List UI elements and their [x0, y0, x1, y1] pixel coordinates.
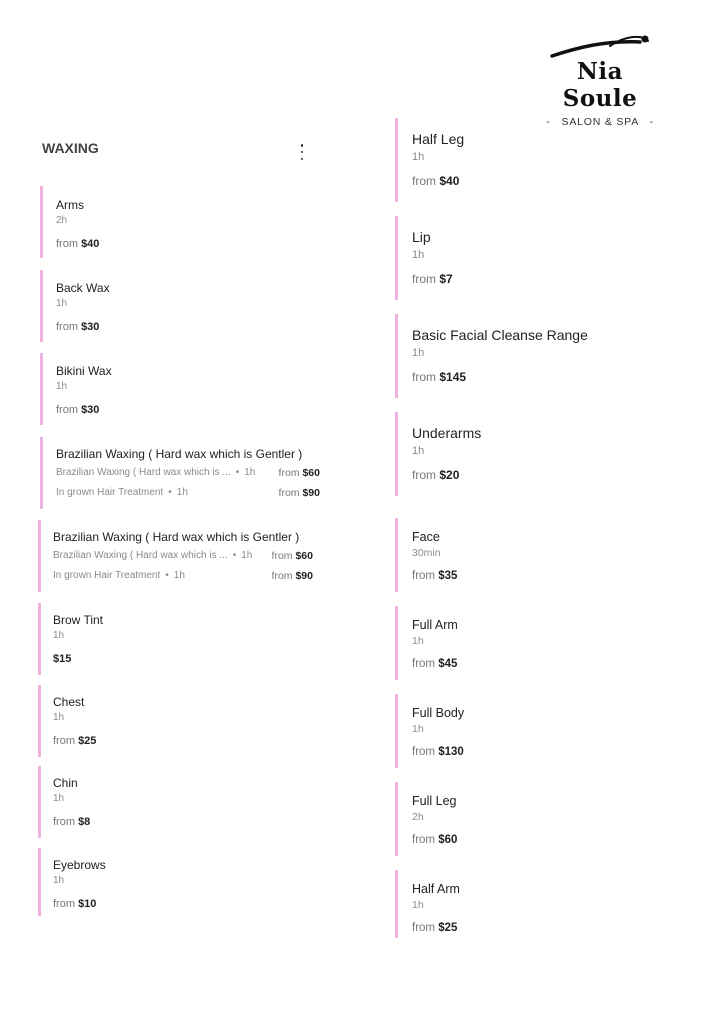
- service-duration: 1h: [412, 899, 424, 911]
- service-price: from $30: [56, 404, 100, 416]
- service-duration: 1h: [53, 793, 65, 804]
- service-card[interactable]: [395, 870, 685, 938]
- service-price: from $145: [412, 370, 467, 384]
- service-option[interactable]: Brazilian Waxing ( Hard wax which is ... • 1h from $60: [53, 550, 313, 562]
- service-name: Arms: [56, 198, 84, 212]
- service-name: Lip: [412, 229, 431, 245]
- service-price: from $25: [412, 922, 458, 934]
- service-card[interactable]: [38, 603, 313, 675]
- service-name: Brazilian Waxing ( Hard wax which is Gentler ): [56, 447, 303, 461]
- service-duration: 1h: [412, 635, 424, 647]
- service-card[interactable]: [395, 694, 685, 768]
- service-card[interactable]: [395, 412, 685, 496]
- service-price: from $8: [53, 816, 91, 828]
- service-card[interactable]: [395, 216, 685, 300]
- service-price: from $35: [412, 570, 458, 582]
- service-card[interactable]: [38, 685, 313, 757]
- service-name: Eyebrows: [53, 858, 106, 872]
- service-card[interactable]: [40, 353, 320, 425]
- service-price: from $60: [412, 834, 458, 846]
- service-duration: 2h: [412, 811, 424, 823]
- service-duration: 1h: [412, 445, 425, 457]
- service-duration: 1h: [53, 875, 65, 886]
- logo-swoosh-icon: [548, 34, 652, 60]
- brand-subtitle: - SALON & SPA -: [546, 116, 654, 128]
- service-name: Bikini Wax: [56, 364, 112, 378]
- service-card[interactable]: [395, 314, 685, 398]
- service-card[interactable]: [395, 782, 685, 856]
- kebab-menu-icon[interactable]: [298, 144, 306, 160]
- service-price: from $130: [412, 746, 464, 758]
- service-name: Full Arm: [412, 618, 458, 632]
- section-title: WAXING: [42, 140, 99, 156]
- service-name: Full Leg: [412, 794, 457, 808]
- service-price: from $25: [53, 735, 97, 747]
- service-card[interactable]: [38, 766, 313, 838]
- service-card[interactable]: [40, 270, 320, 342]
- service-card[interactable]: [395, 118, 685, 202]
- service-option[interactable]: In grown Hair Treatment • 1h from $90: [53, 570, 313, 582]
- service-price: from $7: [412, 272, 453, 286]
- service-name: Basic Facial Cleanse Range: [412, 327, 588, 343]
- service-card[interactable]: [38, 848, 313, 916]
- service-card[interactable]: [38, 520, 313, 592]
- service-duration: 1h: [412, 151, 425, 163]
- service-duration: 1h: [53, 712, 65, 723]
- service-card[interactable]: [395, 606, 685, 680]
- service-card[interactable]: [40, 437, 320, 509]
- service-price: from $40: [412, 174, 460, 188]
- service-duration: 1h: [56, 381, 68, 392]
- service-name: Half Leg: [412, 131, 465, 147]
- service-name: Half Arm: [412, 882, 460, 896]
- service-card[interactable]: [395, 518, 685, 592]
- service-card[interactable]: [40, 186, 320, 258]
- service-option[interactable]: In grown Hair Treatment • 1h from $90: [56, 487, 320, 499]
- service-price: from $20: [412, 468, 460, 482]
- brand-logo: [540, 34, 660, 128]
- service-name: Brow Tint: [53, 613, 104, 627]
- service-option[interactable]: Brazilian Waxing ( Hard wax which is ... • 1h from $60: [56, 467, 320, 479]
- service-name: Face: [412, 530, 440, 544]
- service-name: Brazilian Waxing ( Hard wax which is Gentler ): [53, 530, 300, 544]
- service-duration: 1h: [56, 298, 68, 309]
- service-duration: 1h: [53, 630, 65, 641]
- service-price: $15: [53, 653, 72, 665]
- service-duration: 1h: [412, 723, 424, 735]
- service-price: from $30: [56, 321, 100, 333]
- service-name: Back Wax: [56, 281, 110, 295]
- service-name: Chest: [53, 695, 85, 709]
- service-price: from $10: [53, 898, 97, 910]
- service-price: from $45: [412, 658, 458, 670]
- service-duration: 1h: [412, 249, 425, 261]
- service-price: from $40: [56, 238, 100, 250]
- service-duration: 30min: [412, 547, 441, 559]
- service-name: Underarms: [412, 425, 482, 441]
- service-duration: 1h: [412, 347, 425, 359]
- brand-name: Nia Soule: [562, 58, 638, 112]
- service-name: Full Body: [412, 706, 465, 720]
- service-duration: 2h: [56, 215, 68, 226]
- service-name: Chin: [53, 776, 78, 790]
